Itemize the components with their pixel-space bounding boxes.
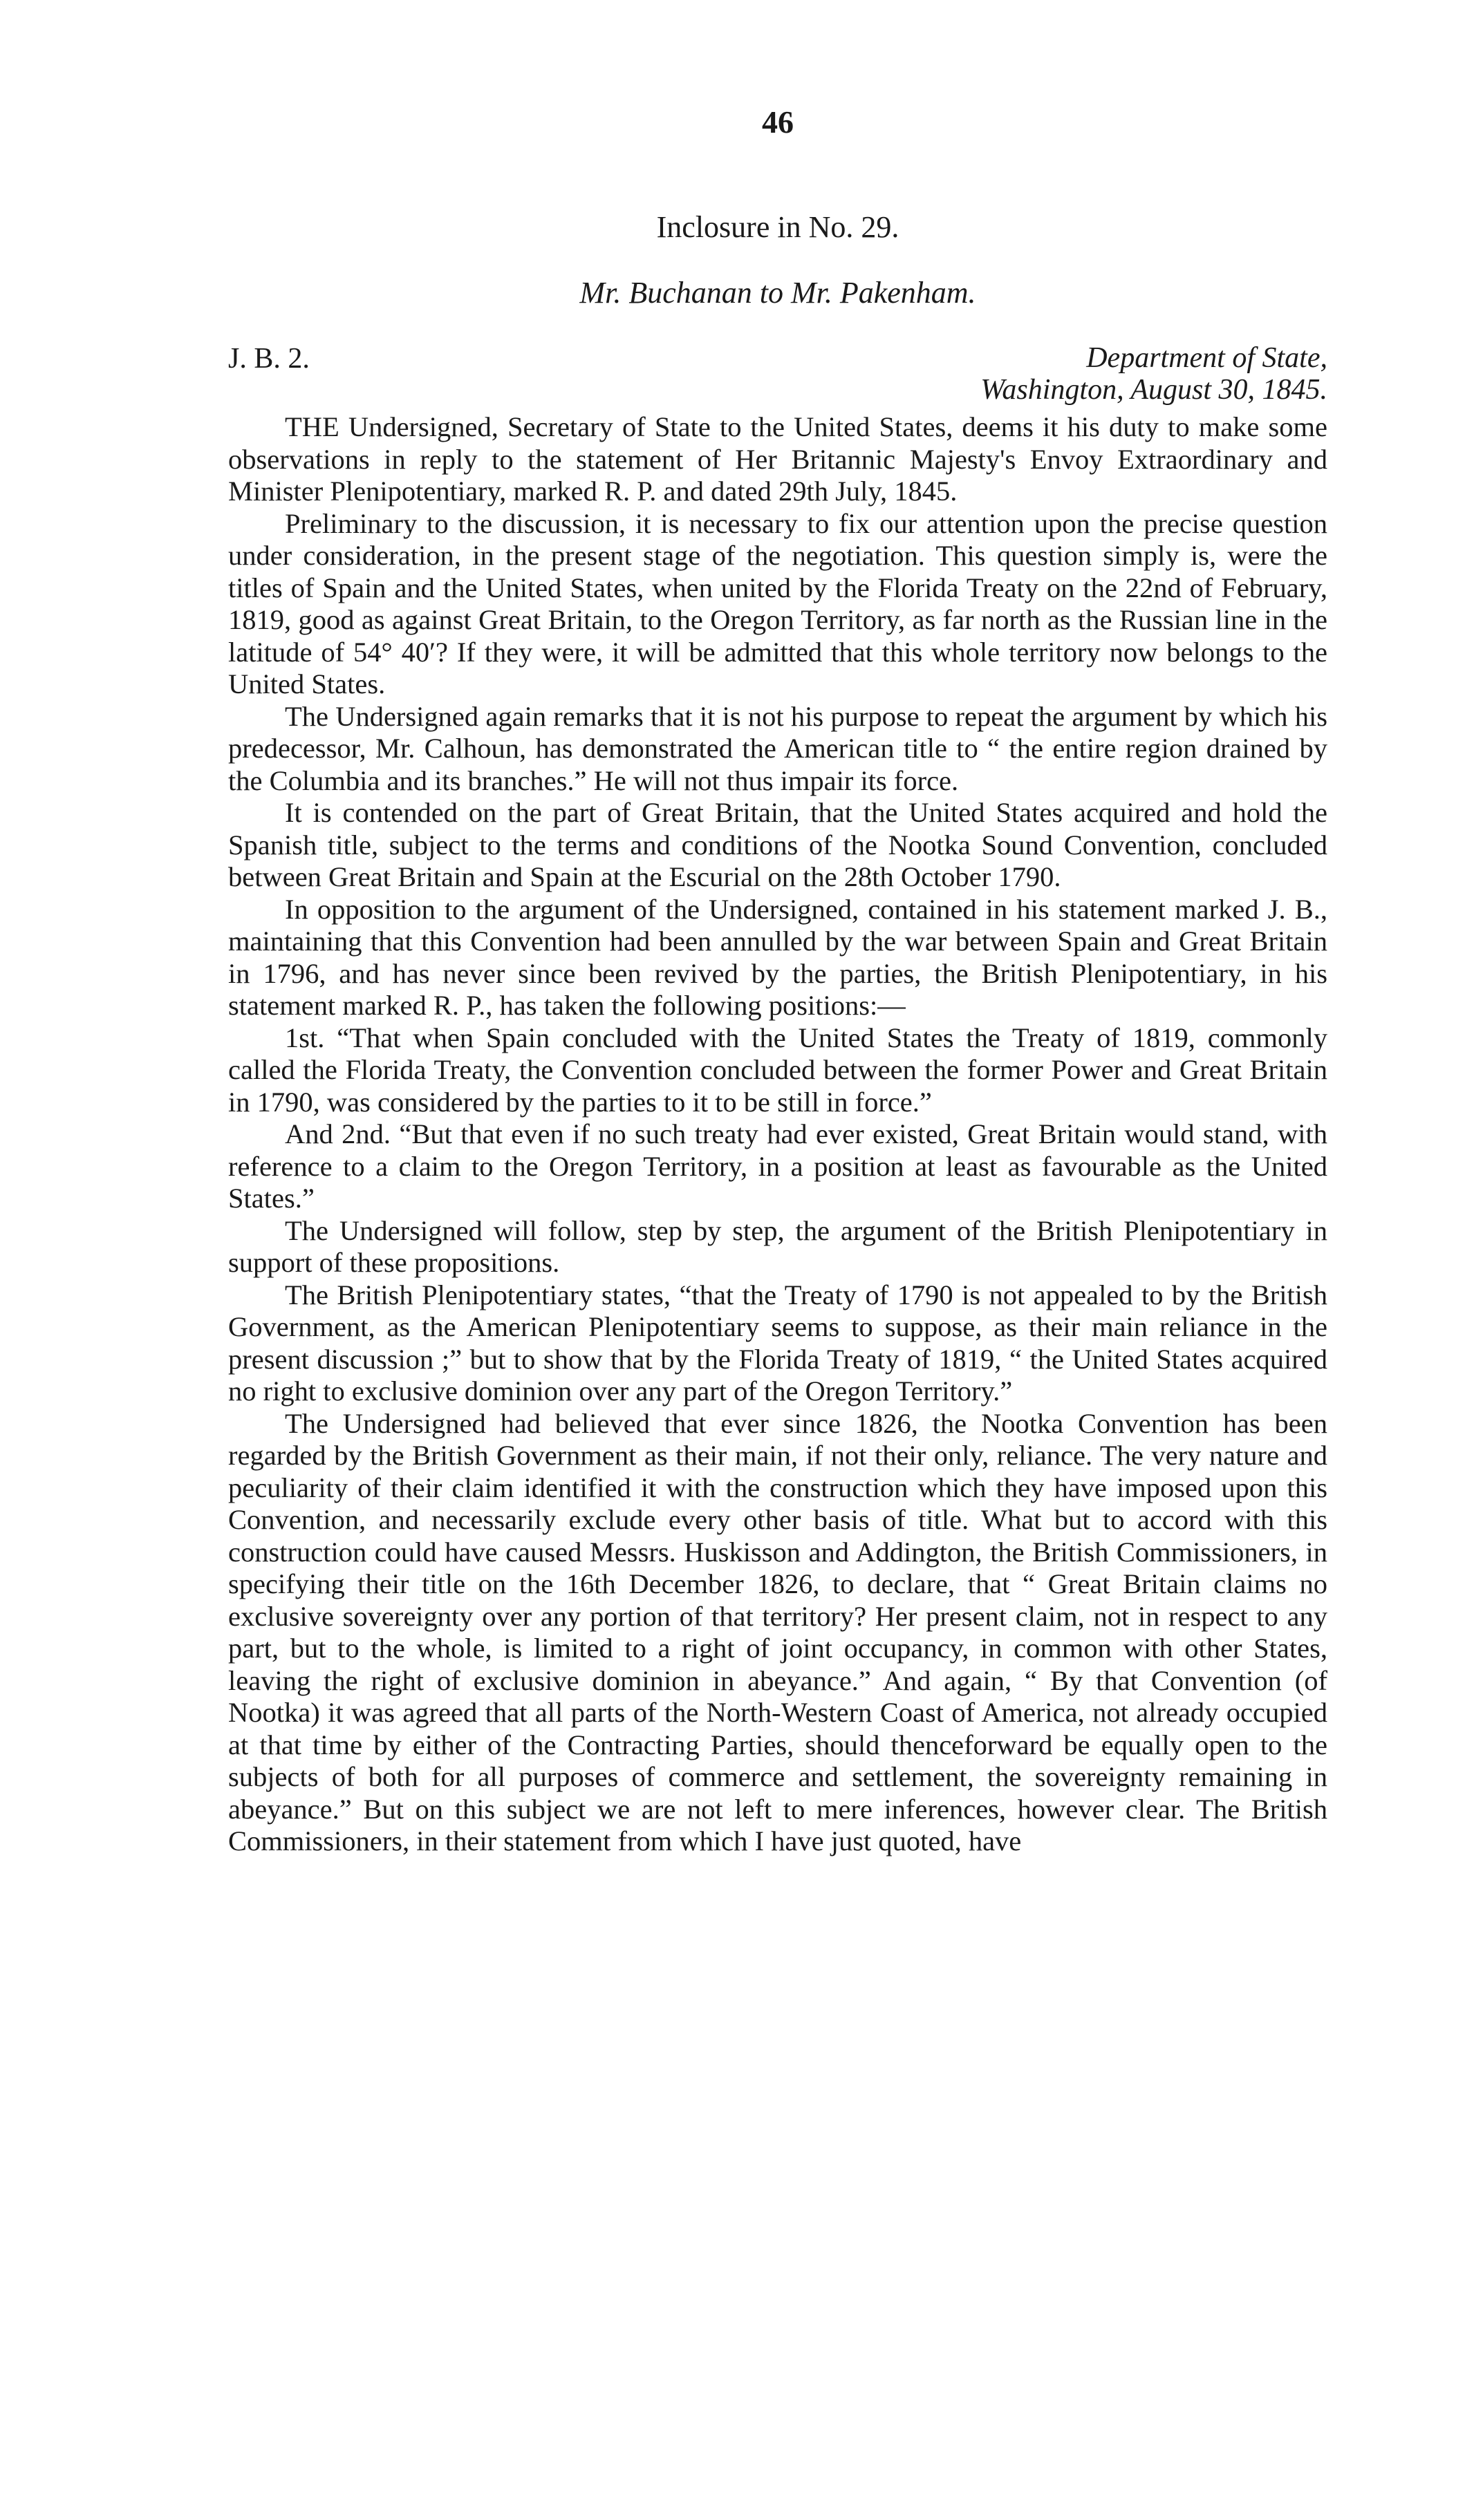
reference-row (228, 342, 1327, 406)
letter-body (228, 411, 1327, 1858)
paragraph: It is contended on the part of Great Britain, that the United States acquired and hold the Spanish title, subject to the terms and conditions of the Nootka Sound Convention, concluded between Great Britain and Spain at the Escurial on the 28th October 1790. (228, 797, 1327, 892)
paragraph: 1st. “That when Spain concluded with the United States the Treaty of 1819, commonly called the Florida Treaty, the Convention concluded between the former Power and Great Britain in 1790, was considered by the parties to it to be still in force.” (228, 1022, 1327, 1118)
paragraph: The Undersigned will follow, step by step, the argument of the British Plenipotentiary in support of these propositions. (228, 1214, 1327, 1278)
paragraph: In opposition to the argument of the Undersigned, contained in his statement marked J. B., maintaining that this Convention had been annulled by the war between Spain and Great Britain in 1796, and has never since been revived by the parties, the British Plenipotentiary, in his statement marked R. P., has taken the following positions:— (228, 893, 1327, 1021)
dateline (980, 342, 1327, 406)
page-number: 46 (762, 104, 794, 140)
paragraph: The British Plenipotentiary states, “that the Treaty of 1790 is not appealed to by the British Government, as the American Plenipotentiary seems to suppose, as their main reliance in the present discussion ;” but to show that by the Florida Treaty of 1819, “ the United States acquired no right to exclusive dominion over any part of the Oregon Territory.” (228, 1279, 1327, 1407)
paragraph: Preliminary to the discussion, it is necessary to fix our attention upon the precise question under consideration, in the present stage of the negotiation. This question simply is, were the titles of Spain and the United States, when united by the Florida Treaty on the 22nd of February, 1819, good as against Great Britain, to the Oregon Territory, as far north as the Russian line in the latitude of 54° 40′? If they were, it will be admitted that this whole territory now belongs to the United States. (228, 507, 1327, 699)
document-page (228, 104, 1327, 1858)
paragraph: The Undersigned had believed that ever since 1826, the Nootka Convention has been regarded by the British Government as their main, if not their only, reliance. The very nature and peculiarity of their claim identified it with the construction which they have imposed upon this Convention, and necessarily exclude every other basis of title. What but to accord with this construction could have caused Messrs. Huskisson and Addington, the British Commissioners, in specifying their title on the 16th December 1826, to declare, that “ Great Britain claims no exclusive sovereignty over any portion of that territory? Her present claim, not in respect to any part, but to the whole, is limited to a right of joint occupancy, in common with other States, leaving the right of exclusive dominion in abeyance.” And again, “ By that Convention (of Nootka) it was agreed that all parts of the North-Western Coast of America, not already occupied at that time by either of the Contracting Parties, should thenceforward be equally open to the subjects of both for all purposes of commerce and settlement, the sovereignty remaining in abeyance.” But on this subject we are not left to mere inferences, however clear. The British Commissioners, in their statement from which I have just quoted, have (228, 1407, 1327, 1856)
paragraph: And 2nd. “But that even if no such treaty had ever existed, Great Britain would stand, with reference to a claim to the Oregon Territory, in a position at least as favourable as the United States.” (228, 1118, 1327, 1214)
enclosure-heading: Inclosure in No. 29. (656, 210, 899, 244)
reference-code: J. B. 2. (228, 343, 310, 375)
dateline-place-date: Washington, August 30, 1845. (980, 374, 1327, 406)
paragraph: THE Undersigned, Secretary of State to the United States, deems it his duty to make some observations in reply to the statement of Her Britannic Majesty's Envoy Extraordinary and Minister Plenipotentiary, marked R. P. and dated 29th July, 1845. (228, 411, 1327, 507)
dateline-department: Department of State, (1086, 342, 1327, 374)
letter-subheading: Mr. Buchanan to Mr. Pakenham. (579, 276, 976, 310)
paragraph: The Undersigned again remarks that it is not his purpose to repeat the argument by which his predecessor, Mr. Calhoun, has demonstrated the American title to “ the entire region drained by the Columbia and its branches.” He will not thus impair its force. (228, 700, 1327, 796)
